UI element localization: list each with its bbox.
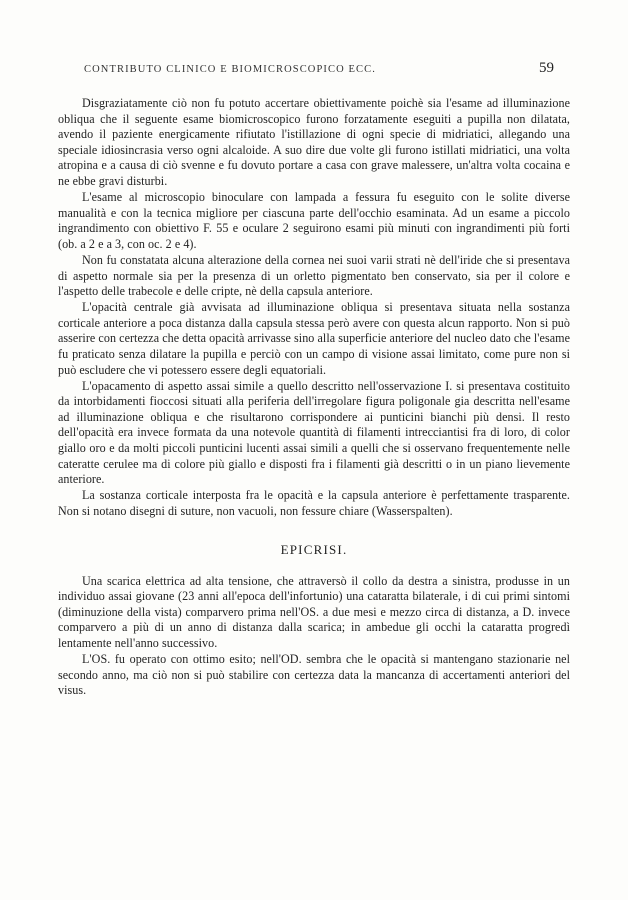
paragraph: Non fu constatata alcuna alterazione della cornea nei suoi varii strati nè dell'iride che si presentava di aspetto normale sia per la presenza di un orletto pigmentato ben conservato, sia per il colore e l'aspetto delle trabecole e delle cripte, nè della capsula anteriore. bbox=[58, 252, 570, 299]
paragraph: L'opacamento di aspetto assai simile a quello descritto nell'osservazione I. si presentava costituito da intorbidamenti fioccosi situati alla periferia dell'irregolare figura poligonale gia descritta nell'esame ad illuminazione obliqua e che risultarono corrispondere ai punticini bianchi più densi. Il resto dell'opacità era invece formata da una notevole quantità di filamenti intrecciantisi fra di loro, di color giallo oro e da molti piccoli punticini lucenti assai simili a quelli che si osservano frequentemente nelle cateratte cerulee ma di colore più giallo e disposti fra i filamenti già descritti o in un piano lievemente anteriore. bbox=[58, 378, 570, 487]
page-number: 59 bbox=[539, 60, 554, 76]
epicrisi-paragraph: L'OS. fu operato con ottimo esito; nell'OD. sembra che le opacità si mantengano stazionarie nel secondo anno, ma ciò non si può stabilire con certezza data la mancanza di accertamenti anteriori del visus. bbox=[58, 652, 570, 698]
paragraph: L'opacità centrale già avvisata ad illuminazione obliqua si presentava situata nella sostanza corticale anteriore a poca distanza dalla capsula stessa però avere con questa alcun rapporto. Non si può asserire con certezza che detta opacità arrivasse sino alla superficie anteriore del nucleo dato che l'esame fu praticato senza dilatare la pupilla e perciò con un campo di visione assai limitato, come pure non si può escludere che vi potessero essere degli equatoriali. bbox=[58, 300, 570, 377]
running-head: CONTRIBUTO CLINICO E BIOMICROSCOPICO ECC. bbox=[84, 64, 376, 75]
body-text-column bbox=[58, 96, 570, 699]
paragraph: La sostanza corticale interposta fra le opacità e la capsula anteriore è perfettamente trasparente. Non si notano disegni di suture, non vacuoli, non fessure chiare (Wasserspalten). bbox=[58, 488, 570, 518]
epicrisi-paragraph: Una scarica elettrica ad alta tensione, che attraversò il collo da destra a sinistra, produsse in un individuo assai giovane (23 anni all'epoca dell'infortunio) una cataratta bilaterale, i di cui primi sintomi (diminuzione della vista) comparvero prima nell'OS. a due mesi e mezzo circa di distanza, a D. invece comparvero a più di un anno di distanza dalla scarica; in ambedue gli occhi la cataratta progredì lentamente nell'anno successivo. bbox=[58, 573, 570, 650]
page-header bbox=[84, 60, 554, 77]
paragraph: Disgraziatamente ciò non fu potuto accertare obiettivamente poichè sia l'esame ad illuminazione obliqua che il seguente esame biomicroscopico furono forzatamente eseguiti a pupilla non dilatata, avendo il paziente energicamente rifiutato l'istillazione di ogni specie di midriatici, allegando una speciale idiosincrasia verso ogni alcaloide. A suo dire due volte gli furono istillati midriatici, una volta atropina e a causa di ciò svenne e fu dovuto portare a casa con grave malessere, un'altra volta cocaina e ne ebbe gravi disturbi. bbox=[58, 96, 570, 188]
paragraph: L'esame al microscopio binoculare con lampada a fessura fu eseguito con le solite diverse manualità e con la tecnica migliore per ciascuna parte dell'occhio esaminata. Ad un esame a piccolo ingrandimento con obiettivo F. 55 e oculare 2 seguirono esami più minuti con ingrandimenti più forti (ob. a 2 e a 3, con oc. 2 e 4). bbox=[58, 190, 570, 251]
section-heading: EPICRISI. bbox=[280, 541, 348, 557]
